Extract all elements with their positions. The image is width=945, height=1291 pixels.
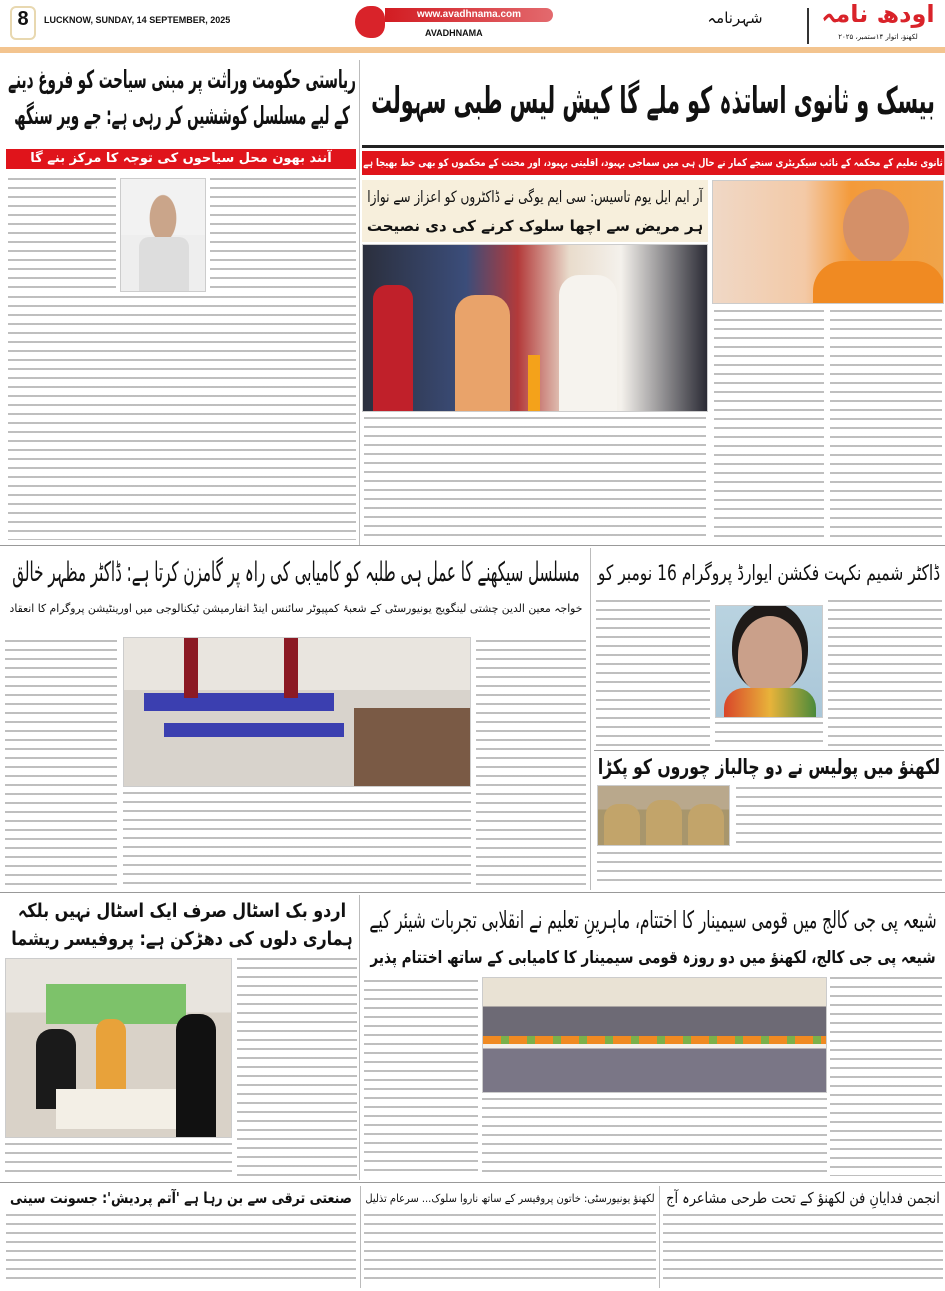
column-rule — [590, 548, 591, 890]
rml-body-text — [364, 417, 706, 542]
award-body-text — [715, 722, 823, 748]
rml-headline: آر ایم ایل یوم تاسیس: سی ایم یوگی نے ڈاکٹروں کو اعزاز سے نوازا — [367, 188, 703, 206]
award-body-text — [828, 600, 942, 746]
classroom-photo — [123, 637, 471, 787]
chief-minister-photo — [712, 180, 944, 304]
section-rule — [0, 1182, 945, 1183]
bottom-story-headline: لکھنؤ یونیورسٹی: خاتون پروفیسر کے ساتھ ناروا سلوک... سرعام تذلیل — [365, 1192, 655, 1205]
rml-subheadline: ہر مریض سے اچھا سلوک کرنے کی دی نصیحت — [366, 217, 704, 235]
column-rule — [360, 1186, 361, 1288]
shamim-nikhat-portrait — [715, 605, 823, 718]
mazhar-body-text — [476, 640, 586, 886]
seminar-headline: شیعہ پی جی کالج میں قومی سیمینار کا اختتام، ماہرینِ تعلیم نے انقلابی تجربات شیئر کیے — [369, 906, 937, 934]
body-text — [8, 178, 116, 288]
section-rule — [0, 545, 945, 546]
seminar-body-text — [830, 977, 942, 1176]
column-rule — [359, 60, 360, 545]
column-rule — [359, 895, 360, 1180]
top-left-headline: ریاستی حکومت وراثت پر مبنی سیاحت کو فروغ دینے کے لیے مسلسل کوششیں کر رہی ہے: جے ویر سنگھ — [8, 65, 356, 131]
police-body-text — [736, 787, 942, 846]
bottom-story-body-text — [663, 1214, 943, 1285]
book-stall-photo — [5, 958, 232, 1138]
section-rule — [0, 892, 945, 893]
bottom-story-headline: انجمن فدایانِ فن لکھنؤ کے تحت طرحی مشاعرہ آج — [666, 1189, 940, 1207]
bookstall-body-text — [237, 958, 357, 1176]
web-logo-banner[interactable] — [355, 4, 555, 42]
header-band — [0, 47, 945, 53]
lead-headline: بیسک و ثانوی اساتذہ کو ملے گا کیش لیس طبی سہولت — [371, 79, 935, 122]
lead-body-text — [714, 310, 824, 542]
bottom-story-headline: صنعتی ترقی سے بن رہا ہے 'آتم پردیش': جسونت سینی — [10, 1189, 352, 1207]
lead-body-text — [830, 310, 942, 542]
police-press-photo — [597, 785, 730, 846]
page-number-badge: 8 — [10, 6, 36, 40]
mazhar-subheadline: خواجہ معین الدین چشتی لینگویج یونیورسٹی کے شعبۂ کمپیوٹر سائنس اینڈ انفارمیشن ٹیکنالوجی میں اورینٹیشن پروگرام کا انعقاد — [9, 602, 583, 615]
page-header — [0, 0, 945, 56]
mazhar-body-text — [5, 640, 117, 886]
award-body-text — [596, 600, 710, 746]
bottom-story-body-text — [6, 1214, 356, 1285]
brand-name: AVADHNAMA — [425, 28, 483, 38]
police-body-text — [597, 852, 942, 888]
section-title: شہرنامہ — [707, 9, 763, 27]
header-divider — [807, 8, 809, 44]
column-rule — [659, 1186, 660, 1288]
mazhar-body-text — [123, 792, 471, 886]
masthead-date: لکھنؤ، اتوار ۱۴ستمبر، ۲۰۲۵ — [838, 33, 918, 41]
police-headline: لکھنؤ میں پولیس نے دو چالباز چوروں کو پکڑا — [597, 755, 941, 779]
seminar-subheadline: شیعہ پی جی کالج، لکھنؤ میں دو روزہ قومی سیمینار کا کامیابی کے ساتھ اختتام پذیر — [370, 948, 936, 968]
seminar-body-text — [482, 1098, 827, 1176]
body-text — [210, 178, 356, 288]
award-headline: ڈاکٹر شمیم نکہت فکشن ایوارڈ پروگرام 16 نومبر کو — [597, 561, 941, 585]
minister-portrait-photo — [120, 178, 206, 292]
seminar-body-text — [364, 980, 478, 1176]
seminar-group-photo — [482, 977, 827, 1093]
lamp-lighting-photo — [362, 244, 708, 412]
bottom-story-body-text — [364, 1214, 656, 1285]
hand-logo-icon — [355, 6, 385, 38]
lead-strap: ثانوی تعلیم کے محکمہ کے نائب سیکریٹری سنجے کمار نے حال ہی میں سماجی بہبود، اقلیتی بہبود، اور محنت کے محکموں کو بھی خط بھیجا ہے — [362, 151, 944, 175]
dateline: LUCKNOW, SUNDAY, 14 SEPTEMBER, 2025 — [44, 15, 231, 25]
website-url[interactable]: www.avadhnama.com — [385, 8, 553, 22]
bookstall-headline: اردو بک اسٹال صرف ایک اسٹال نہیں بلکہ ہماری دلوں کی دھڑکن ہے: پروفیسر ریشما — [11, 900, 353, 950]
body-text — [8, 296, 356, 540]
mazhar-headline: مسلسل سیکھنے کا عمل ہی طلبہ کو کامیابی کی راہ پر گامزن کرتا ہے: ڈاکٹر مظہر خالق — [12, 557, 580, 588]
top-left-strap: آنند بھون محل سیاحوں کی توجہ کا مرکز بنے گا — [6, 149, 356, 169]
bookstall-body-text — [5, 1143, 232, 1176]
headline-rule — [362, 145, 944, 148]
masthead-logo: اودھ نامہ — [821, 0, 935, 28]
story-rule — [594, 750, 944, 751]
